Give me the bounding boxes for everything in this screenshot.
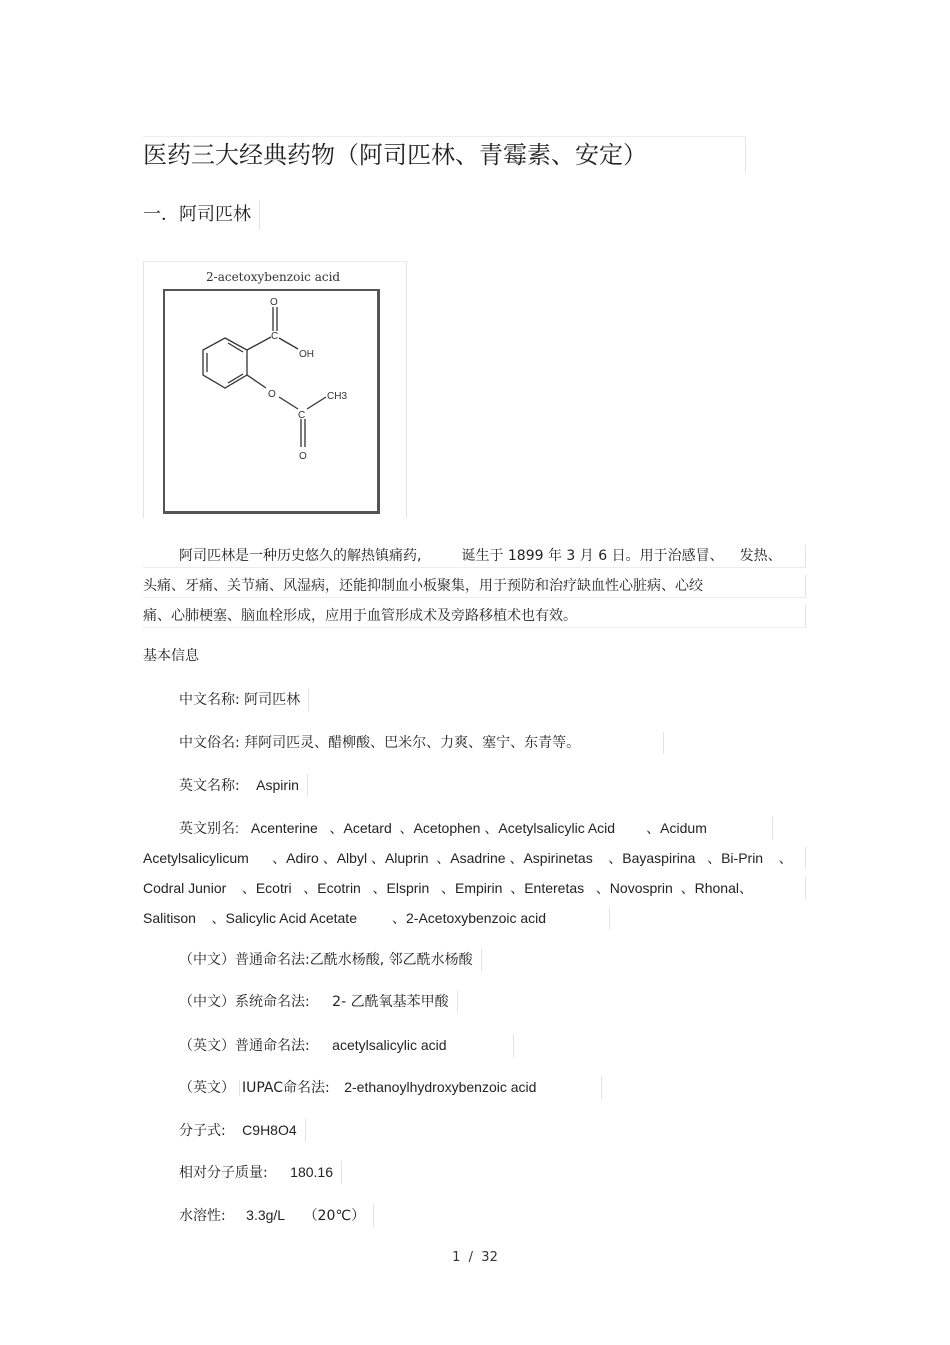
mass-value: 180.16 xyxy=(290,1164,333,1180)
mass-row xyxy=(179,1161,342,1184)
en-general-value: acetylsalicylic acid xyxy=(332,1037,447,1053)
intro-line-3: 痛、心肺梗塞、脑血栓形成，应用于血管形成术及旁路移植术也有效。 xyxy=(143,605,806,628)
alias-line-2: Acetylsalicylicum 、Adiro 、Albyl 、Aluprin 、Asadrine 、Aspirinetas 、Bayaspirina 、Bi-Prin 、 xyxy=(143,847,806,869)
en-general-row xyxy=(179,1034,514,1057)
en-name-row xyxy=(179,774,308,797)
intro-part-1: 阿司匹林是一种历史悠久的解热镇痛药, xyxy=(179,548,422,564)
alias-line-1: Acenterine 、Acetard 、Acetophen 、Acetylsalicylic Acid 、Acidum xyxy=(250,820,707,836)
aspirin-structure-diagram xyxy=(165,291,377,511)
solubility-temp: （20℃） xyxy=(303,1208,366,1224)
intro-part-2: 诞生于 1899 年 3 月 6 日。用于治感冒、 xyxy=(461,548,724,564)
atom-o3: O xyxy=(299,451,307,462)
solubility-label: 水溶性: xyxy=(179,1208,226,1224)
alias-line-3: Codral Junior 、Ecotri 、Ecotrin 、Elsprin 、Empirin 、Enteretas 、Novosprin 、Rhonal、 xyxy=(143,877,806,899)
solubility-row xyxy=(179,1204,374,1227)
atom-c1: C xyxy=(271,331,279,342)
solubility-value: 3.3g/L xyxy=(246,1207,286,1223)
en-iupac-label-b: IUPAC命名法: xyxy=(239,1080,330,1096)
structure-figure xyxy=(143,261,407,518)
cn-name-label: 中文名称: xyxy=(179,692,240,708)
cn-system-row xyxy=(179,991,458,1013)
cn-common-value: 拜阿司匹灵、醋柳酸、巴米尔、力爽、塞宁、东青等。 xyxy=(244,735,581,751)
atom-c2: C xyxy=(298,410,306,421)
atom-o1: O xyxy=(270,297,278,308)
structure-frame xyxy=(163,289,380,514)
en-name-value: Aspirin xyxy=(256,777,299,793)
en-general-label: （英文）普通命名法: xyxy=(179,1038,310,1054)
cn-system-value: 2- 乙酰氧基苯甲酸 xyxy=(332,994,449,1010)
formula-row xyxy=(179,1119,306,1142)
cn-general-label: （中文）普通命名法: xyxy=(179,952,310,968)
cn-general-row xyxy=(179,949,482,971)
intro-part-3: 发热、 xyxy=(739,548,782,564)
atom-o2: O xyxy=(268,389,276,400)
intro-line-1 xyxy=(143,545,806,568)
cn-name-row xyxy=(179,689,309,711)
cn-common-label: 中文俗名: xyxy=(179,735,240,751)
cn-common-row xyxy=(179,732,664,754)
formula-label: 分子式: xyxy=(179,1123,226,1139)
en-iupac-value: 2-ethanoylhydroxybenzoic acid xyxy=(344,1079,537,1095)
document-title: 医药三大经典药物（阿司匹林、青霉素、安定） xyxy=(143,136,746,173)
en-name-label: 英文名称: xyxy=(179,778,240,794)
basic-info-heading: 基本信息 xyxy=(143,648,199,664)
formula-value: C9H8O4 xyxy=(242,1122,297,1138)
figure-caption: 2-acetoxybenzoic acid xyxy=(206,270,341,284)
en-alias-row-1 xyxy=(179,817,773,839)
section-heading-aspirin: 一．阿司匹林 xyxy=(143,200,260,230)
en-iupac-label-a: （英文） xyxy=(179,1080,235,1096)
cn-system-label: （中文）系统命名法: xyxy=(179,994,310,1010)
benzene-ring xyxy=(203,338,247,388)
cn-name-value: 阿司匹林 xyxy=(244,692,301,708)
alias-line-4: Salitison 、Salicylic Acid Acetate 、2-Acetoxybenzoic acid xyxy=(143,907,610,929)
page-number: 1 / 32 xyxy=(452,1250,498,1265)
cn-general-value: 乙酰水杨酸, 邻乙酰水杨酸 xyxy=(309,952,473,968)
intro-line-2: 头痛、牙痛、关节痛、风湿病，还能抑制血小板聚集，用于预防和治疗缺血性心脏病、心绞 xyxy=(143,575,806,598)
atom-oh: OH xyxy=(299,349,314,360)
en-iupac-row xyxy=(179,1076,602,1099)
atom-ch3: CH3 xyxy=(327,391,348,402)
mass-label: 相对分子质量: xyxy=(179,1165,268,1181)
en-alias-label: 英文别名: xyxy=(179,820,239,836)
